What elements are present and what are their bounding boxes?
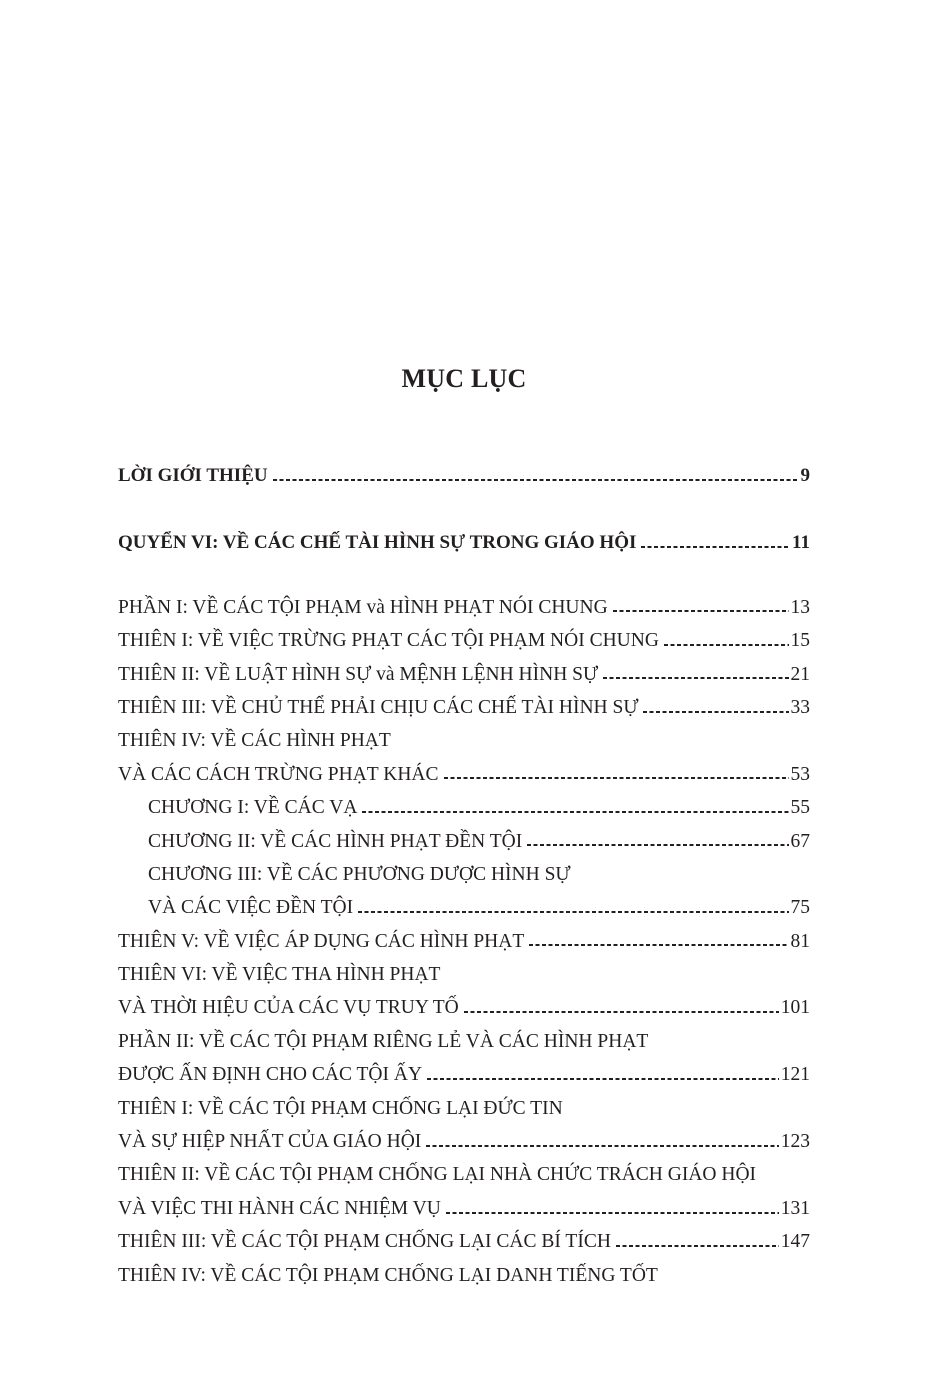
toc-entry (118, 1128, 810, 1161)
dot-leader (464, 1011, 779, 1013)
toc-entry-title: THIÊN V: VỀ VIỆC ÁP DỤNG CÁC HÌNH PHẠT (118, 930, 525, 952)
toc-entry-title: ĐƯỢC ẤN ĐỊNH CHO CÁC TỘI ẤY (118, 1064, 423, 1086)
dot-leader (641, 546, 790, 548)
toc-page-number: 67 (790, 830, 810, 852)
toc-page-number: 55 (790, 797, 810, 819)
toc-entry (118, 1228, 810, 1261)
toc-entry-title: VÀ SỰ HIỆP NHẤT CỦA GIÁO HỘI (118, 1131, 422, 1153)
toc-entry (118, 861, 810, 894)
toc-entry-title: THIÊN IV: VỀ CÁC TỘI PHẠM CHỐNG LẠI DANH TIẾNG TỐT (118, 1264, 658, 1286)
toc-entry (118, 794, 810, 827)
toc-page-number: 11 (792, 532, 810, 554)
dot-leader (616, 1245, 779, 1247)
toc-page-number: 13 (790, 596, 810, 618)
toc-entry-title: CHƯƠNG I: VỀ CÁC VẠ (148, 797, 358, 819)
toc-entry-title: VÀ THỜI HIỆU CỦA CÁC VỤ TRUY TỐ (118, 997, 459, 1019)
toc-entry (118, 627, 810, 660)
toc-page-number: 21 (790, 663, 810, 685)
toc-entry (118, 928, 810, 961)
toc-entry-title: QUYỂN VI: VỀ CÁC CHẾ TÀI HÌNH SỰ TRONG GIÁO HỘI (118, 532, 637, 554)
toc-entry (118, 727, 810, 760)
toc-entry-title: THIÊN VI: VỀ VIỆC THA HÌNH PHẠT (118, 964, 441, 986)
toc-entry (118, 961, 810, 994)
toc-entry-title: VÀ CÁC CÁCH TRỪNG PHẠT KHÁC (118, 763, 439, 785)
dot-leader (613, 610, 789, 612)
dot-leader (426, 1145, 778, 1147)
toc-page-number: 9 (800, 465, 810, 486)
toc-page-number: 33 (790, 696, 810, 718)
toc-entry (118, 694, 810, 727)
dot-leader (446, 1212, 779, 1214)
toc-entry (118, 661, 810, 694)
dot-leader (444, 777, 789, 779)
dot-leader (273, 479, 799, 481)
toc-entry-title: VÀ CÁC VIỆC ĐỀN TỘI (148, 897, 354, 919)
toc-entry (118, 1095, 810, 1128)
toc-entry-title: PHẦN II: VỀ CÁC TỘI PHẠM RIÊNG LẺ VÀ CÁC HÌNH PHẠT (118, 1030, 649, 1052)
dot-leader (643, 711, 788, 713)
dot-leader (427, 1078, 779, 1080)
toc-entry-title: VÀ VIỆC THI HÀNH CÁC NHIỆM VỤ (118, 1197, 441, 1219)
toc-page-number: 75 (790, 897, 810, 919)
toc-page-number: 131 (780, 1197, 810, 1219)
toc-entry (118, 1028, 810, 1061)
toc-entry-title: THIÊN III: VỀ CÁC TỘI PHẠM CHỐNG LẠI CÁC BÍ TÍCH (118, 1231, 611, 1253)
toc-page-number: 101 (780, 997, 810, 1019)
toc-entry (118, 1161, 810, 1194)
toc-entry (118, 894, 810, 927)
dot-leader (358, 911, 788, 913)
toc-entry-title: THIÊN II: VỀ LUẬT HÌNH SỰ và MỆNH LỆNH HÌNH SỰ (118, 663, 599, 685)
toc-entry (118, 1195, 810, 1228)
toc-entry (118, 828, 810, 861)
toc-page-number: 147 (780, 1231, 810, 1253)
dot-leader (603, 677, 788, 679)
toc-page-number: 121 (780, 1064, 810, 1086)
toc-page-number: 53 (790, 763, 810, 785)
dot-leader (362, 811, 788, 813)
toc-entry (118, 1061, 810, 1094)
toc-entry-title: PHẦN I: VỀ CÁC TỘI PHẠM và HÌNH PHẠT NÓI CHUNG (118, 596, 608, 618)
toc-page-number: 15 (790, 630, 810, 652)
toc-entry-title: THIÊN II: VỀ CÁC TỘI PHẠM CHỐNG LẠI NHÀ CHỨC TRÁCH GIÁO HỘI (118, 1164, 757, 1186)
toc-entry-title: THIÊN III: VỀ CHỦ THỂ PHẢI CHỊU CÁC CHẾ TÀI HÌNH SỰ (118, 696, 639, 718)
toc-entry-title: THIÊN IV: VỀ CÁC HÌNH PHẠT (118, 730, 391, 752)
toc-entry-title: THIÊN I: VỀ CÁC TỘI PHẠM CHỐNG LẠI ĐỨC TIN (118, 1097, 563, 1119)
page-title: MỤC LỤC (401, 364, 527, 393)
dot-leader (529, 944, 788, 946)
table-of-contents (118, 462, 810, 1295)
toc-entry (118, 761, 810, 794)
toc-entry (118, 529, 810, 562)
toc-entry (118, 462, 810, 495)
dot-leader (527, 844, 788, 846)
toc-page-number: 123 (780, 1131, 810, 1153)
toc-page-number: 81 (790, 930, 810, 952)
toc-entry-title: THIÊN I: VỀ VIỆC TRỪNG PHẠT CÁC TỘI PHẠM NÓI CHUNG (118, 630, 659, 652)
toc-entry-title: LỜI GIỚI THIỆU (118, 465, 268, 486)
toc-entry (118, 1262, 810, 1295)
dot-leader (664, 644, 789, 646)
toc-entry-title: CHƯƠNG II: VỀ CÁC HÌNH PHẠT ĐỀN TỘI (148, 830, 523, 852)
toc-entry (118, 994, 810, 1027)
toc-entry-title: CHƯƠNG III: VỀ CÁC PHƯƠNG DƯỢC HÌNH SỰ (148, 863, 571, 885)
toc-entry (118, 594, 810, 627)
